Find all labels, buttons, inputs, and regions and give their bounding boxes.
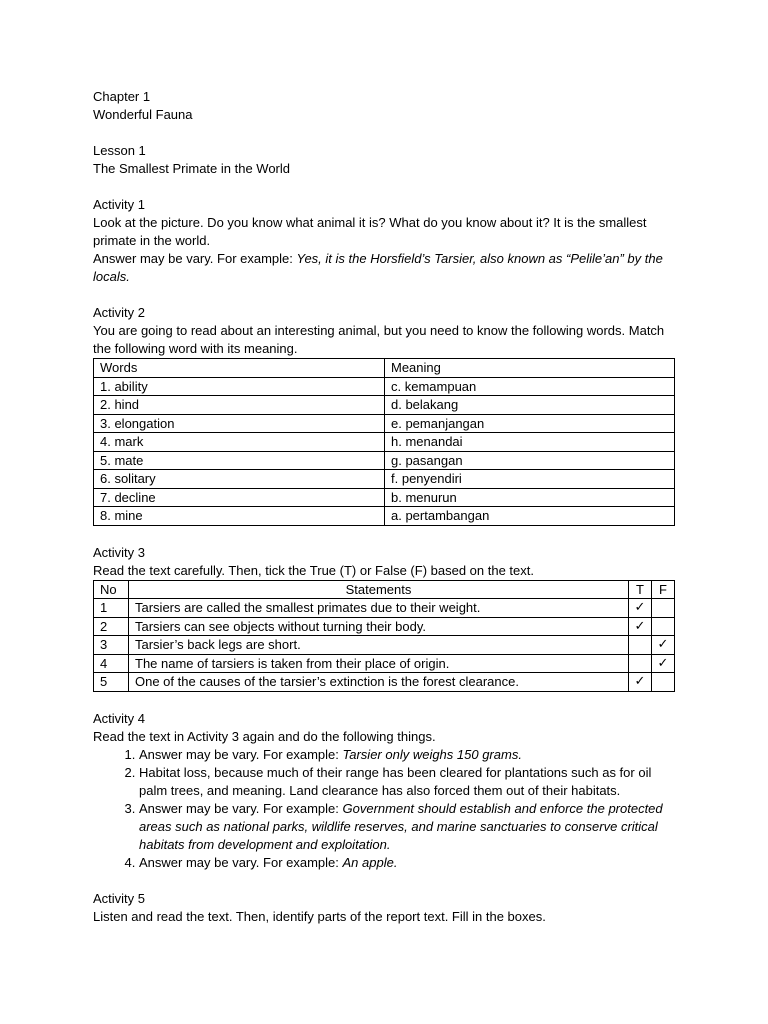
vocabulary-row: [94, 396, 675, 415]
activity5-heading: Activity 5: [93, 890, 146, 906]
statement-number: 4: [94, 654, 129, 673]
vocabulary-word: 2. hind: [94, 396, 385, 415]
vocabulary-row: [94, 451, 675, 470]
lesson-title: The Smallest Primate in the World: [93, 161, 290, 176]
activity1-answer-prefix: Answer may be vary. For example:: [93, 251, 297, 266]
activity5-prompt: Listen and read the text. Then, identify parts of the report text. Fill in the boxes.: [93, 908, 546, 924]
activity1-answer-example: Yes, it is the Horsfield’s Tarsier, also known as “Pelile’an” by the locals.: [93, 251, 663, 284]
chapter-title: Wonderful Fauna: [93, 107, 193, 122]
activity2-heading: Activity 2: [93, 305, 146, 320]
vocabulary-row: [94, 488, 675, 507]
statement-text: One of the causes of the tarsier’s extinction is the forest clearance.: [129, 673, 629, 692]
header-no: No: [94, 580, 129, 599]
statement-text: Tarsiers are called the smallest primates due to their weight.: [129, 599, 629, 618]
header-words: Words: [94, 359, 385, 378]
statement-number: 2: [94, 617, 129, 636]
statement-number: 1: [94, 599, 129, 618]
answer-text: Answer may be vary. For example:: [139, 854, 343, 870]
vocabulary-word: 3. elongation: [94, 414, 385, 433]
true-check: ✓: [629, 617, 652, 636]
false-check: ✓: [652, 654, 675, 673]
vocabulary-meaning: a. pertambangan: [385, 507, 675, 526]
vocabulary-row: [94, 470, 675, 489]
header-true: T: [629, 580, 652, 599]
vocabulary-word: 6. solitary: [94, 470, 385, 489]
activity1-heading: Activity 1: [93, 197, 146, 212]
activity4-heading: Activity 4: [93, 710, 146, 726]
vocabulary-row: [94, 414, 675, 433]
activity4-prompt: Read the text in Activity 3 again and do the following things.: [93, 728, 436, 744]
vocabulary-word: 8. mine: [94, 507, 385, 526]
vocabulary-meaning: b. menurun: [385, 488, 675, 507]
vocabulary-meaning: g. pasangan: [385, 451, 675, 470]
statement-row: [94, 636, 675, 655]
answer-example: Government should establish and enforce the protected areas such as national parks, wildlife reserves, and marine sanctuaries to conserve critical habitats from development and exploitation.: [139, 800, 663, 852]
statement-text: The name of tarsiers is taken from their place of origin.: [129, 654, 629, 673]
true-check: [629, 654, 652, 673]
vocabulary-word: 4. mark: [94, 433, 385, 452]
header-statements: Statements: [129, 580, 629, 599]
activity4-answer-item: [139, 800, 675, 854]
activity1-prompt: Look at the picture. Do you know what animal it is? What do you know about it? It is the smallest primate in the world.: [93, 215, 647, 248]
vocabulary-table: [93, 358, 675, 526]
answer-example: An apple.: [342, 854, 398, 870]
activity3-heading: Activity 3: [93, 544, 146, 560]
vocabulary-meaning: f. penyendiri: [385, 470, 675, 489]
document-page: [93, 88, 675, 926]
false-check: [652, 673, 675, 692]
statement-text: Tarsier’s back legs are short.: [129, 636, 629, 655]
activity3-prompt: Read the text carefully. Then, tick the True (T) or False (F) based on the text.: [93, 562, 534, 578]
activity1-answer: [93, 250, 675, 286]
answer-text: Answer may be vary. For example:: [139, 746, 343, 762]
true-false-table: [93, 580, 675, 692]
vocabulary-word: 5. mate: [94, 451, 385, 470]
vocabulary-word: 1. ability: [94, 377, 385, 396]
false-check: [652, 617, 675, 636]
statement-row: [94, 617, 675, 636]
vocabulary-row: [94, 433, 675, 452]
activity4-answer-item: [139, 854, 675, 872]
statement-number: 3: [94, 636, 129, 655]
vocabulary-meaning: e. pemanjangan: [385, 414, 675, 433]
answer-text: Habitat loss, because much of their range has been cleared for plantations such as for oil palm trees, and meaning. Land clearance has also forced them out of their habitats.: [139, 764, 652, 798]
statement-row: [94, 654, 675, 673]
header-false: F: [652, 580, 675, 599]
activity2-prompt: You are going to read about an interesting animal, but you need to know the following words. Match the following word with its meaning.: [93, 323, 665, 356]
answer-example: Tarsier only weighs 150 grams.: [342, 746, 522, 762]
false-check: ✓: [652, 636, 675, 655]
vocabulary-meaning: h. menandai: [385, 433, 675, 452]
vocabulary-meaning: c. kemampuan: [385, 377, 675, 396]
true-false-table-header: [94, 580, 675, 599]
vocabulary-word: 7. decline: [94, 488, 385, 507]
lesson-label: Lesson 1: [93, 143, 146, 158]
header-meaning: Meaning: [385, 359, 675, 378]
vocabulary-table-header: [94, 359, 675, 378]
vocabulary-row: [94, 507, 675, 526]
false-check: [652, 599, 675, 618]
vocabulary-meaning: d. belakang: [385, 396, 675, 415]
vocabulary-row: [94, 377, 675, 396]
true-check: [629, 636, 652, 655]
answer-text: Answer may be vary. For example:: [139, 800, 343, 816]
chapter-label: Chapter 1: [93, 89, 151, 104]
statement-text: Tarsiers can see objects without turning their body.: [129, 617, 629, 636]
true-check: ✓: [629, 599, 652, 618]
statement-row: [94, 673, 675, 692]
true-check: ✓: [629, 673, 652, 692]
statement-row: [94, 599, 675, 618]
activity4-answer-list: [93, 746, 675, 872]
activity4-answer-item: [139, 746, 675, 764]
activity4-answer-item: [139, 764, 675, 800]
statement-number: 5: [94, 673, 129, 692]
